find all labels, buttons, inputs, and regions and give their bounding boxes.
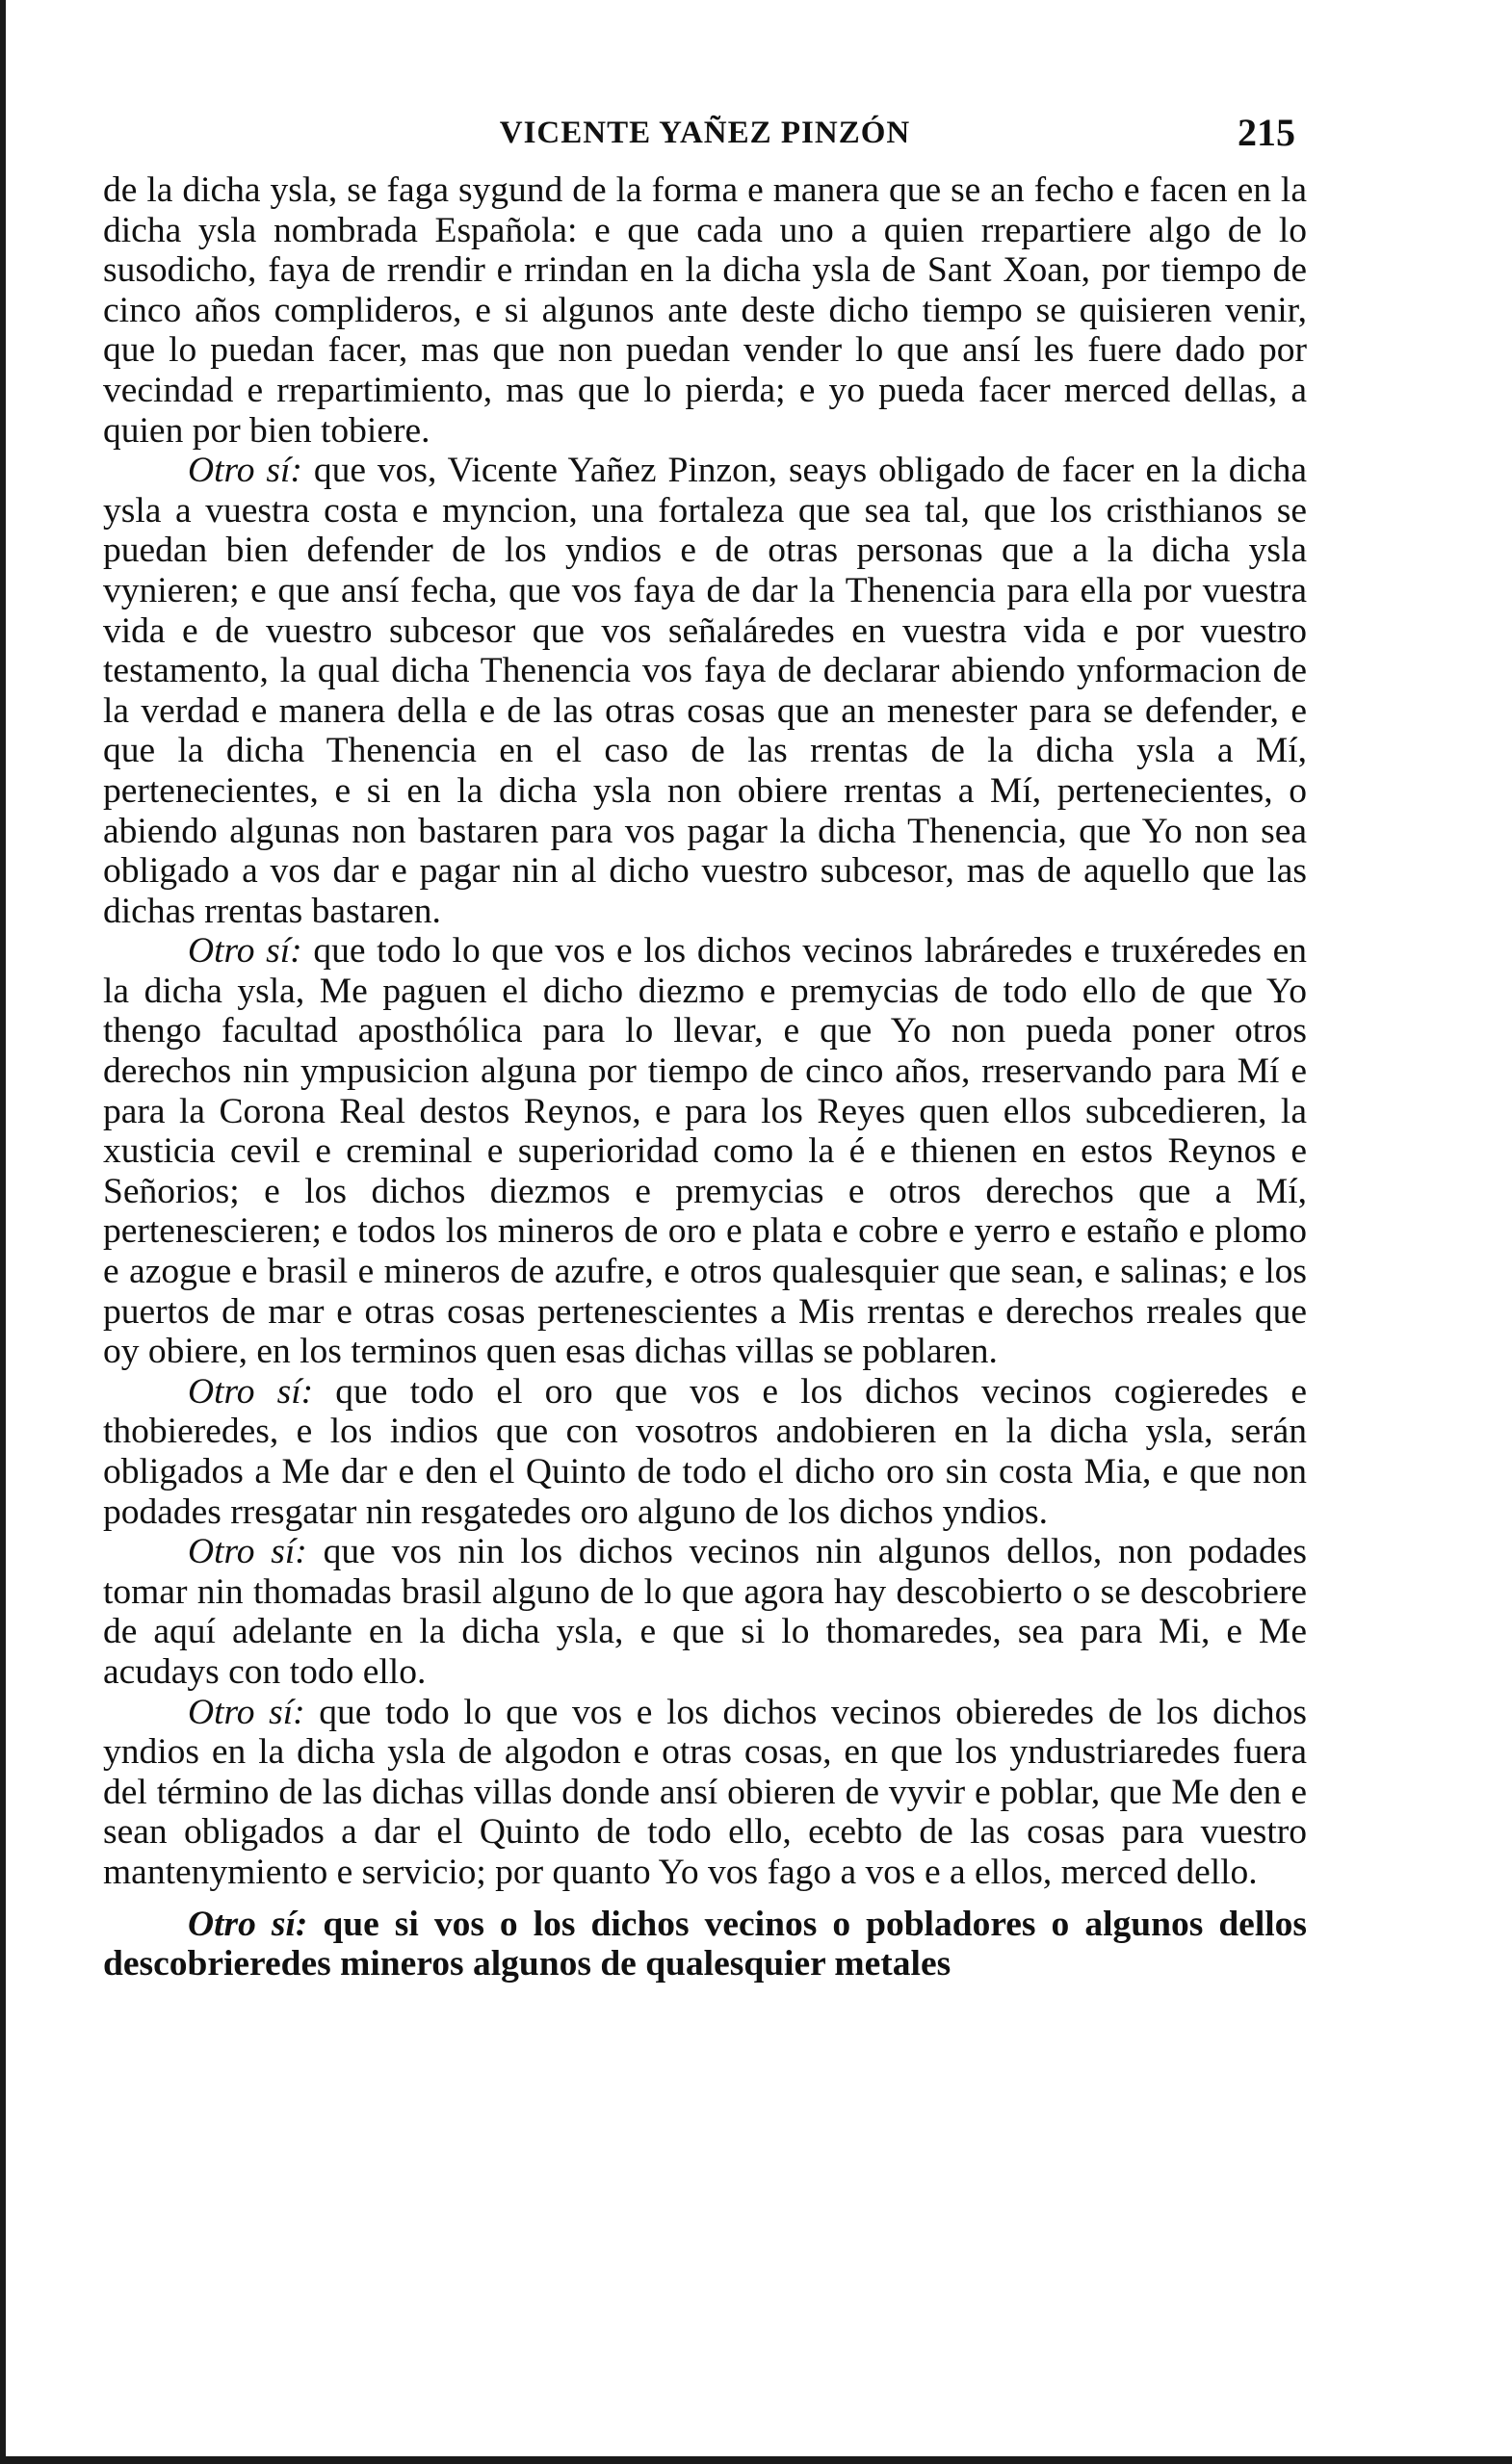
paragraph-algodon — [103, 1693, 1307, 1893]
paragraph-lead: Otro sí: — [188, 451, 302, 491]
paragraph-mineros — [103, 1905, 1307, 1984]
page-number: 215 — [1238, 111, 1295, 154]
paragraph-lead: Otro sí: — [188, 1692, 305, 1732]
paragraph-fortaleza — [103, 451, 1307, 931]
paragraph-text: que si vos o los dichos vecinos o pobladores o algunos dellos descobrieredes mineros algunos de qualesquier metales — [103, 1904, 1308, 1984]
scan-edge-left — [0, 0, 6, 2464]
running-head: VICENTE YAÑEZ PINZÓN — [499, 116, 911, 150]
paragraph-brasil — [103, 1532, 1307, 1692]
paragraph-text: que todo lo que vos e los dichos vecinos obieredes de los dichos yndios en la dicha ysla de algodon e otras cosas, en que los yndustriaredes fuera del término de las dichas villas donde ansí obieren de vyvir e poblar, que Me den e sean obligados a dar el Quinto de todo ello, ecebto de las cosas para vuestro mantenymiento e servicio; por quanto Yo vos fago a vos e a ellos, merced dello. — [103, 1692, 1307, 1892]
paragraph-text: que todo lo que vos e los dichos vecinos labráredes e truxéredes en la dicha ysla, Me paguen el dicho diezmo e premycias de todo ello de que Yo thengo facultad aposthólica para lo llevar, e que Yo non pueda poner otros derechos nin ympusicion alguna por tiempo de cinco años, rreservando para Mí e para la Corona Real destos Reynos, e para los Reyes quen ellos subcedieren, la xusticia cevil e creminal e superioridad como la é e thienen en estos Reynos e Señorios; e los dichos diezmos e premycias e otros derechos que a Mí, pertenescieren; e todos los mineros de oro e plata e cobre e yerro e estaño e plomo e azogue e brasil e mineros de azufre, e otros qualesquier que sean, e salinas; e los puertos de mar e otras cosas pertenescientes a Mis rrentas e derechos rreales que oy obiere, en los terminos quen esas dichas villas se poblaren. — [103, 931, 1308, 1372]
page-header — [103, 104, 1307, 162]
paragraph-text: de la dicha ysla, se faga sygund de la forma e manera que se an fecho e facen en la dicha ysla nombrada Española: e que cada uno a quien rrepartiere algo de lo susodicho, faya de rrendir e rrindan en la dicha ysla de Sant Xoan, por tiempo de cinco años complideros, e si algunos ante deste dicho tiempo se quisieren venir, que lo puedan facer, mas que non puedan vender lo que ansí les fuere dado por vecindad e rrepartimiento, mas que lo pierda; e yo pueda facer merced dellas, a quien por bien tobiere. — [103, 170, 1307, 451]
paragraph-lead: Otro sí: — [188, 1532, 307, 1572]
paragraph-lead: Otro sí: — [188, 1904, 308, 1944]
paragraph-text: que vos nin los dichos vecinos nin algunos dellos, non podades tomar nin thomadas brasil alguno de lo que agora hay descobierto o se descobriere de aquí adelante en la dicha ysla, e que si lo thomaredes, sea para Mi, e Me acudays con todo ello. — [103, 1532, 1307, 1692]
paragraph-lead: Otro sí: — [188, 1371, 314, 1412]
paragraph-continuation — [103, 170, 1307, 451]
paragraph-text: que todo el oro que vos e los dichos vecinos cogieredes e thobieredes, e los indios que con vosotros andobieren en la dicha ysla, serán obligados a Me dar e den el Quinto de todo el dicho oro sin costa Mia, e que non podades rresgatar nin resgatedes oro alguno de los dichos yndios. — [103, 1371, 1308, 1532]
paragraph-text: que vos, Vicente Yañez Pinzon, seays obligado de facer en la dicha ysla a vuestra costa e myncion, una fortaleza que sea tal, que los cristhianos se puedan bien defender de los yndios e de otras personas que a la dicha ysla vynieren; e que ansí fecha, que vos faya de dar la Thenencia para ella por vuestra vida e de vuestro subcesor que vos señaláredes en vuestra vida e por vuestro testamento, la qual dicha Thenencia vos faya de declarar abiendo ynformacion de la verdad e manera della e de las otras cosas que an menester para se defender, e que la dicha Thenencia en el caso de las rrentas de la dicha ysla a Mí, pertenecientes, e si en la dicha ysla non obiere rrentas a Mí, pertenecientes, o abiendo algunas non bastaren para vos pagar la dicha Thenencia, que Yo non sea obligado a vos dar e pagar nin al dicho vuestro subcesor, mas de aquello que las dichas rrentas bastaren. — [103, 451, 1307, 931]
text-body — [103, 170, 1307, 1984]
paragraph-oro — [103, 1372, 1307, 1532]
paragraph-lead: Otro sí: — [188, 931, 302, 972]
scan-edge-bottom — [0, 2456, 1512, 2464]
paragraph-diezmo — [103, 931, 1307, 1372]
